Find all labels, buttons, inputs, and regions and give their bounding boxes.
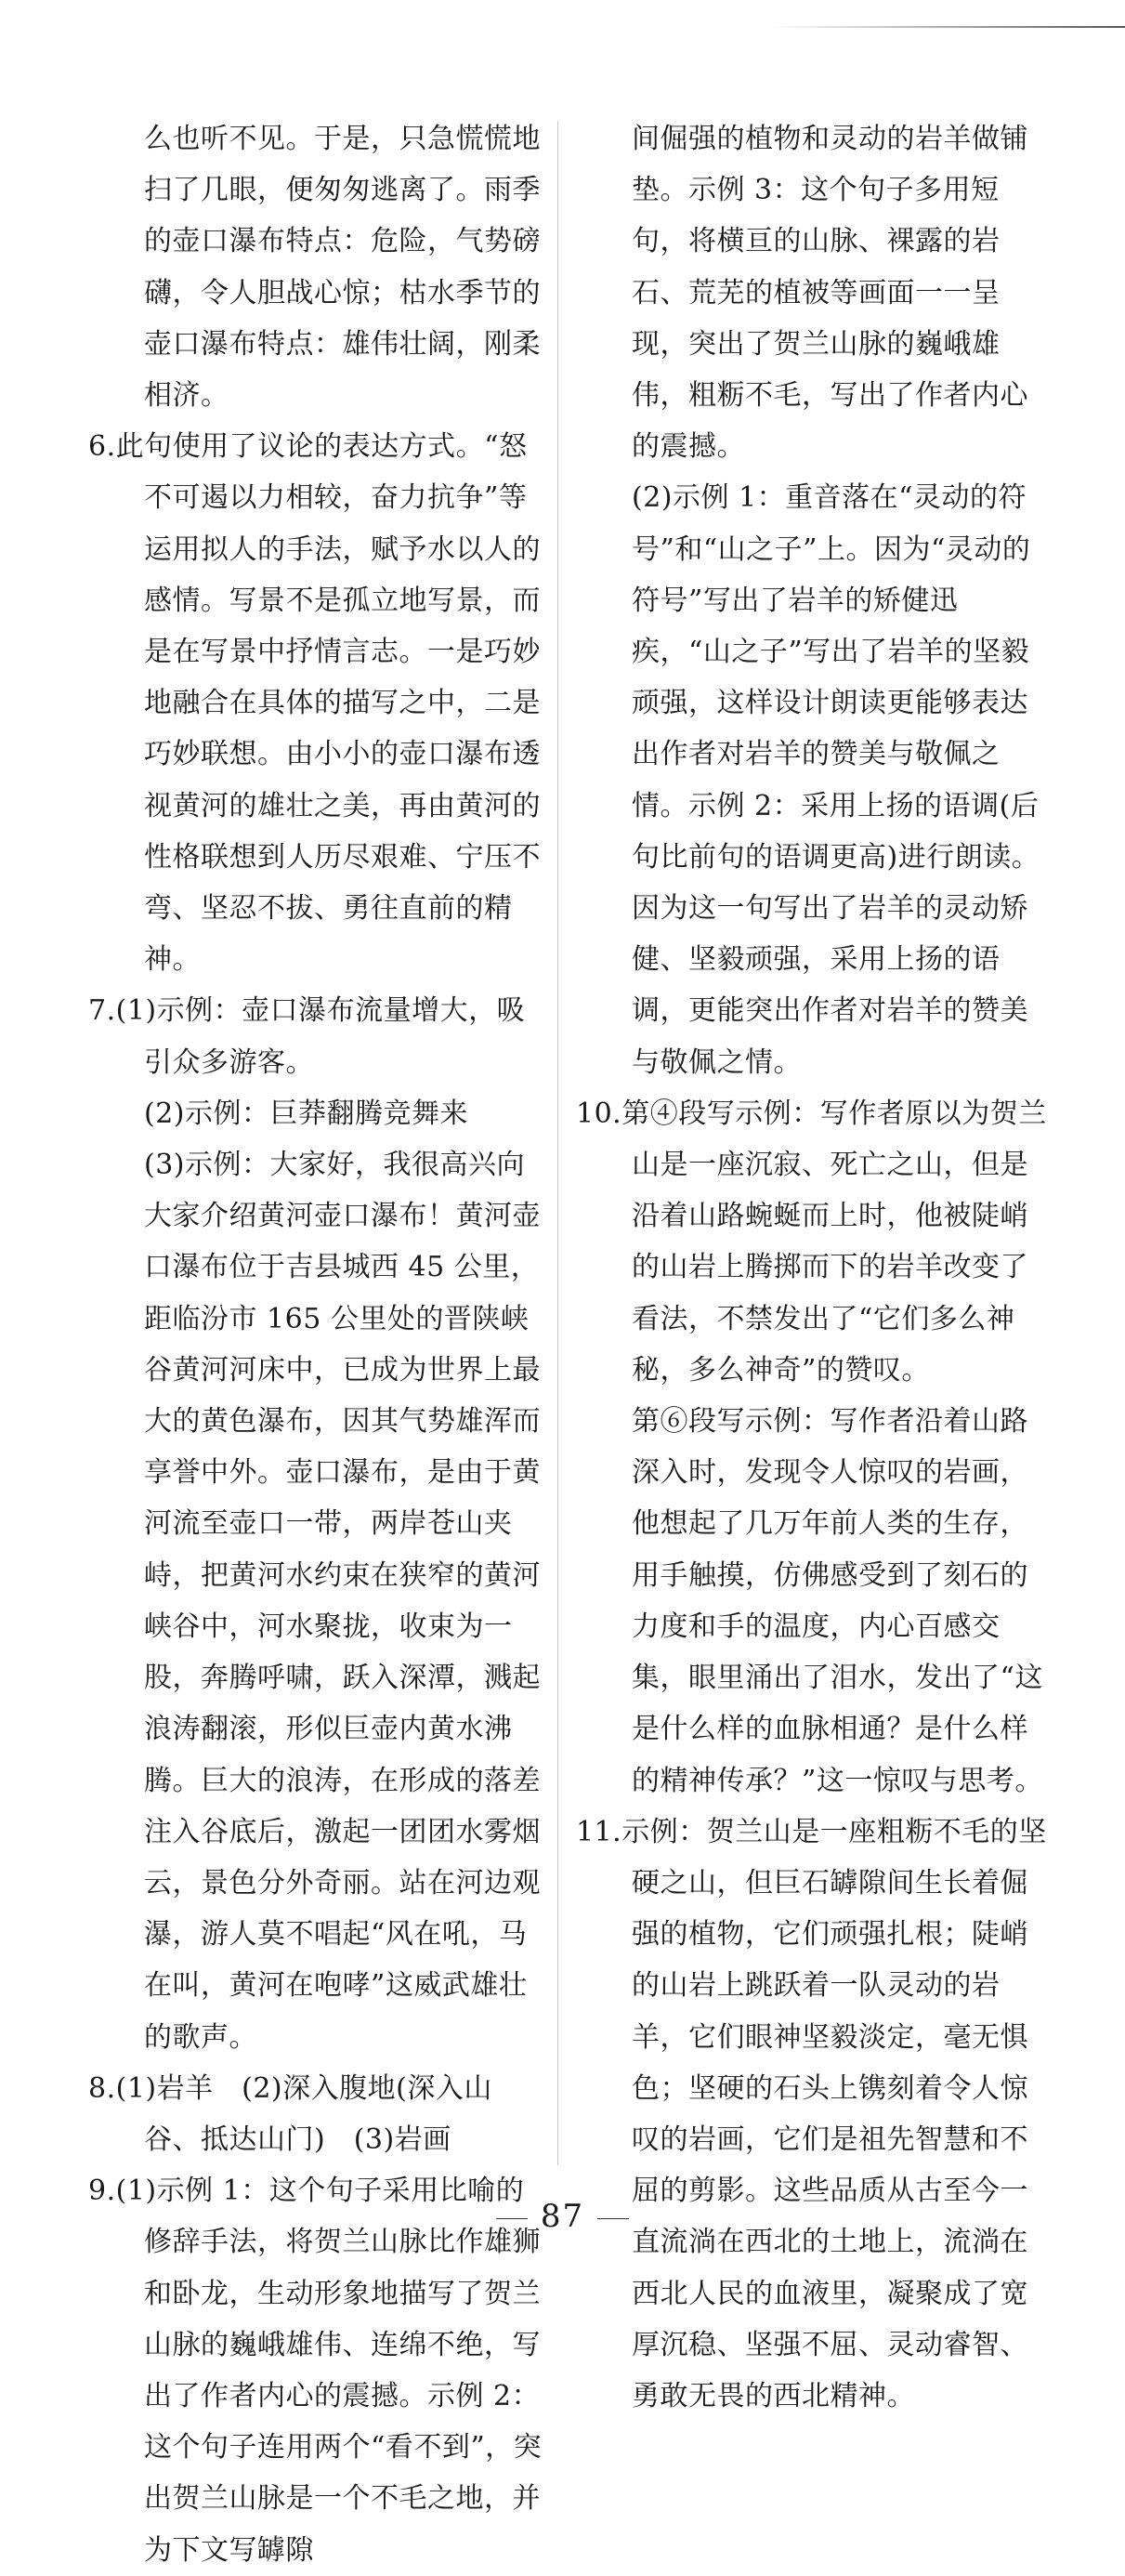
right-column bbox=[576, 113, 1054, 2422]
paragraph: 么也听不见。于是，只急慌慌地扫了几眼，便匆匆逃离了。雨季的壶口瀑布特点：危险，气势磅礴，令人胆战心惊；枯水季节的壶口瀑布特点：雄伟壮阔，刚柔相济。 bbox=[144, 123, 541, 413]
answer-7-3: (3)示例：大家好，我很高兴向大家介绍黄河壶口瀑布！黄河壶口瀑布位于吉县城西 45 公里，距临汾市 165 公里处的晋陕峡谷黄河河床中，已成为世界上最大的黄色瀑布，因其气势雄浑而享誉中外。壶口瀑布，是由于黄河流至壶口一带，两岸苍山夹峙，把黄河水约束在狭窄的黄河峡谷中，河水聚拢，收束为一股，奔腾呼啸，跃入深潭，溅起浪涛翻滚，形似巨壶内黄水沸腾。巨大的浪涛，在形成的落差注入谷底后，激起一团团水雾烟云，景色分外奇丽。站在河边观瀑，游人莫不唱起“风在吼，马在叫，黄河在咆哮”这威武雄壮的歌声。 bbox=[144, 1149, 541, 2054]
footer-dash-left bbox=[496, 2218, 528, 2219]
answer-10: 10.第④段写示例：写作者原以为贺兰山是一座沉寂、死亡之山，但是沿着山路蜿蜒而上时，他被陡峭的山岩上腾掷而下的岩羊改变了看法，不禁发出了“它们多么神秘，多么神奇”的赞叹。 bbox=[576, 1097, 1047, 1387]
top-rule bbox=[771, 26, 1125, 28]
paragraph: 间倔强的植物和灵动的岩羊做铺垫。示例 3：这个句子多用短句，将横亘的山脉、裸露的岩石、荒芜的植被等画面一一呈现，突出了贺兰山脉的巍峨雄伟，粗粝不毛，写出了作者内心的震撼。 bbox=[632, 123, 1028, 464]
column-divider bbox=[557, 121, 558, 2165]
footer-dash-right bbox=[597, 2218, 629, 2219]
answer-11: 11.示例：贺兰山是一座粗粝不毛的坚硬之山，但巨石罅隙间生长着倔强的植物，它们顽强扎根；陡峭的山岩上跳跃着一队灵动的岩羊，它们眼神坚毅淡定，毫无惧色；坚硬的石头上镌刻着令人惊叹的岩画，它们是祖先智慧和不屈的剪影。这些品质从古至今一直流淌在西北的土地上，流淌在西北人民的血液里，凝聚成了宽厚沉稳、坚强不屈、灵动睿智、勇敢无畏的西北精神。 bbox=[576, 1815, 1047, 2412]
answer-9-1: 9.(1)示例 1：这个句子采用比喻的修辞手法，将贺兰山脉比作雄狮和卧龙，生动形象地描写了贺兰山脉的巍峨雄伟、连绵不绝，写出了作者内心的震撼。示例 2：这个句子连用两个“看不到”，突出贺兰山脉是一个不毛之地，并为下文写罅隙 bbox=[88, 2175, 543, 2567]
page-footer bbox=[0, 2198, 1125, 2235]
answer-9-2: (2)示例 1：重音落在“灵动的符号”和“山之子”上。因为“灵动的符号”写出了岩羊的矫健迅疾，“山之子”写出了岩羊的坚毅顽强，这样设计朗读更能够表达出作者对岩羊的赞美与敬佩之情。示例 2：采用上扬的语调(后句比前句的语调更高)进行朗读。因为这一句写出了岩羊的灵动矫健、坚毅顽强，采用上扬的语调，更能突出作者对岩羊的赞美与敬佩之情。 bbox=[632, 481, 1040, 1079]
answer-8: 8.(1)岩羊 (2)深入腹地(深入山谷、抵达山门) (3)岩画 bbox=[88, 2071, 492, 2156]
answer-7-1: 7.(1)示例：壶口瀑布流量增大，吸引众多游客。 bbox=[88, 994, 526, 1079]
page-number: 87 bbox=[540, 2198, 585, 2235]
answer-7-2: (2)示例：巨莽翻腾竞舞来 bbox=[144, 1097, 468, 1130]
answer-10-para6: 第⑥段写示例：写作者沿着山路深入时，发现令人惊叹的岩画，他想起了几万年前人类的生存，用手触摸，仿佛感受到了刻石的力度和手的温度，内心百感交集，眼里涌出了泪水，发出了“这是什么样的血脉相通？是什么样的精神传承？”这一惊叹与思考。 bbox=[632, 1405, 1043, 1797]
answer-6: 6.此句使用了议论的表达方式。“怒不可遏以力相较，奋力抗争”等运用拟人的手法，赋予水以人的感情。写景不是孤立地写景，而是在写景中抒情言志。一是巧妙地融合在具体的描写之中，二是巧妙联想。由小小的壶口瀑布透视黄河的雄壮之美，再由黄河的性格联想到人历尽艰难、宁压不弯、坚忍不拔、勇往直前的精神。 bbox=[88, 430, 541, 977]
